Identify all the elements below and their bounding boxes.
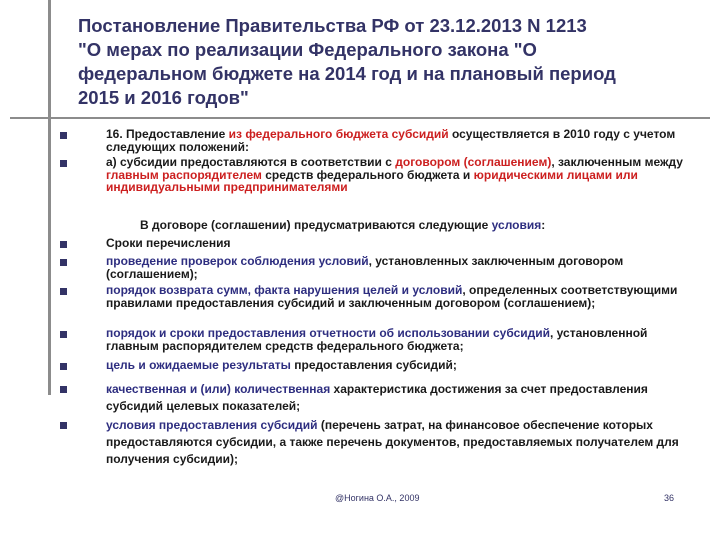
page-number: 36 xyxy=(664,493,675,503)
horizontal-rule xyxy=(10,117,710,119)
item-text: качественная и (или) количественная характеристика достижения за счет предоставления субсидий целевых показателей; xyxy=(106,382,648,413)
bullet-icon xyxy=(60,331,67,338)
item-text: Сроки перечисления xyxy=(106,236,231,250)
item-text: цель и ожидаемые результаты предоставления субсидий; xyxy=(106,358,457,372)
bullet-icon xyxy=(60,363,67,370)
item-text: 16. Предоставление из федерального бюджета субсидий осуществляется в 2010 году с учетом следующих положений: xyxy=(106,127,676,154)
bullet-icon xyxy=(60,160,67,167)
title-line: "О мерах по реализации Федерального закона "О xyxy=(78,39,537,60)
vertical-rule xyxy=(48,0,51,395)
item-text: проведение проверок соблюдения условий, установленных заключенным договором (соглашением); xyxy=(106,254,624,281)
title-line: 2015 и 2016 годов" xyxy=(78,87,249,108)
bullet-icon xyxy=(60,259,67,266)
bullet-icon xyxy=(60,386,67,393)
item-text: условия предоставления субсидий (перечень затрат, на финансовое обеспечение которых предоставляются субсидии, а также перечень документов, предоставляемых получателем для получения субсидии); xyxy=(106,418,679,466)
footer-author: @Ногина О.А., 2009 xyxy=(335,493,420,503)
item-text: порядок возврата сумм, факта нарушения целей и условий, определенных соответствующими правилами предоставления субсидий и заключенным договором (соглашением); xyxy=(106,283,678,310)
title-line: федеральном бюджете на 2014 год и на плановый период xyxy=(78,63,616,84)
bullet-icon xyxy=(60,288,67,295)
item-text: а) субсидии предоставляются в соответствии с договором (соглашением), заключенным между главным распорядителем средств федерального бюджета и юридическими лицами или индивидуальными предпринимателями xyxy=(106,155,683,194)
item-text: порядок и сроки предоставления отчетности об использовании субсидий, установленной главным распорядителем средств федерального бюджета; xyxy=(106,326,648,353)
slide-title xyxy=(78,14,698,110)
bullet-icon xyxy=(60,132,67,139)
bullet-icon xyxy=(60,422,67,429)
item-text: В договоре (соглашении) предусматриваются следующие условия: xyxy=(140,218,546,232)
bullet-icon xyxy=(60,241,67,248)
title-line: Постановление Правительства РФ от 23.12.2013 N 1213 xyxy=(78,15,587,36)
